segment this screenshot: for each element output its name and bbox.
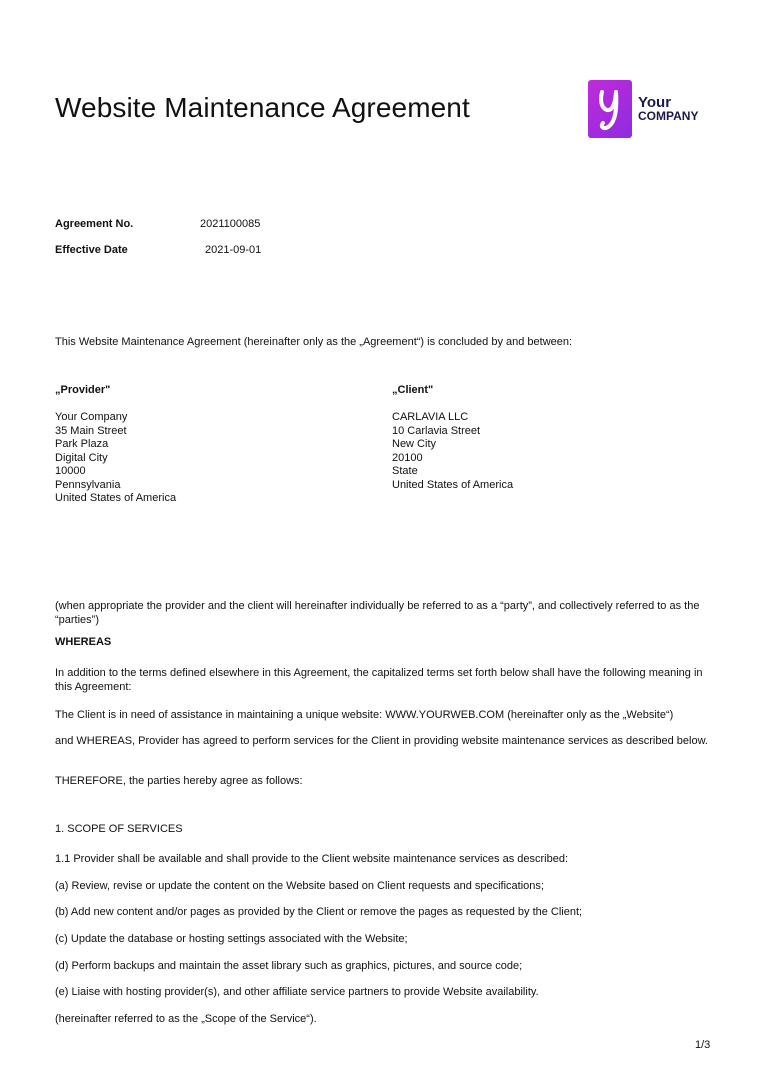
client-address-line: New City — [392, 438, 437, 450]
brand-name-line1: Your — [638, 94, 672, 111]
provider-address — [55, 411, 176, 506]
provider-address-line: Pennsylvania — [55, 478, 121, 491]
effective-date-value: 2021-09-01 — [205, 244, 262, 256]
client-address-line: 10 Carlavia Street — [392, 424, 481, 437]
client-address — [392, 411, 513, 492]
company-logo-icon — [588, 80, 632, 138]
brand-name-line2: COMPANY — [638, 109, 699, 123]
client-address-line: United States of America — [392, 478, 514, 491]
client-address-line: 20100 — [392, 451, 423, 464]
scope-note: (hereinafter referred to as the „Scope of the Service“). — [55, 1013, 317, 1025]
provider-address-line: 35 Main Street — [55, 424, 127, 437]
website-paragraph: The Client is in need of assistance in maintaining a unique website: WWW.YOURWEB.COM (hereinafter only as the „Website“) — [55, 709, 674, 721]
client-label: „Client" — [392, 384, 434, 396]
page-number: 1/3 — [695, 1039, 711, 1051]
provider-address-line: Park Plaza — [55, 438, 109, 450]
agreement-no-value: 2021100085 — [200, 218, 261, 230]
whereas-provider-paragraph: and WHEREAS, Provider has agreed to perform services for the Client in providing website maintenance services as described below. — [55, 735, 708, 747]
scope-item: (e) Liaise with hosting provider(s), and other affiliate service partners to provide Website availability. — [55, 986, 539, 998]
whereas-heading: WHEREAS — [55, 636, 112, 648]
client-address-line: CARLAVIA LLC — [392, 411, 469, 423]
intro-paragraph: This Website Maintenance Agreement (hereinafter only as the „Agreement“) is concluded by and between: — [55, 336, 573, 348]
document-title: Website Maintenance Agreement — [55, 92, 470, 123]
provider-address-line: 10000 — [55, 465, 86, 477]
scope-item: (b) Add new content and/or pages as provided by the Client or remove the pages as requested by the Client; — [55, 906, 583, 918]
scope-item: (a) Review, revise or update the content on the Website based on Client requests and specifications; — [55, 880, 544, 892]
definitions-paragraph: In addition to the terms defined elsewhere in this Agreement, the capitalized terms set forth below shall have the following meaning in this Agreement: — [55, 667, 703, 693]
provider-address-line: Your Company — [55, 411, 128, 423]
scope-item: (c) Update the database or hosting settings associated with the Website; — [55, 933, 408, 945]
scope-item: (d) Perform backups and maintain the asset library such as graphics, pictures, and source code; — [55, 960, 523, 972]
effective-date-label: Effective Date — [55, 244, 128, 256]
provider-address-line: United States of America — [55, 492, 177, 504]
therefore-paragraph: THEREFORE, the parties hereby agree as follows: — [55, 775, 303, 787]
section-heading-scope: 1. SCOPE OF SERVICES — [55, 823, 183, 835]
provider-address-line: Digital City — [55, 451, 108, 464]
client-address-line: State — [392, 465, 418, 477]
agreement-no-label: Agreement No. — [55, 218, 134, 230]
provider-label: „Provider" — [55, 384, 111, 396]
clause-1-1: 1.1 Provider shall be available and shall provide to the Client website maintenance services as described: — [55, 853, 569, 865]
parties-note: (when appropriate the provider and the client will hereinafter individually be referred to as a “party”, and collectively referred to as the “parties”) — [55, 600, 700, 626]
